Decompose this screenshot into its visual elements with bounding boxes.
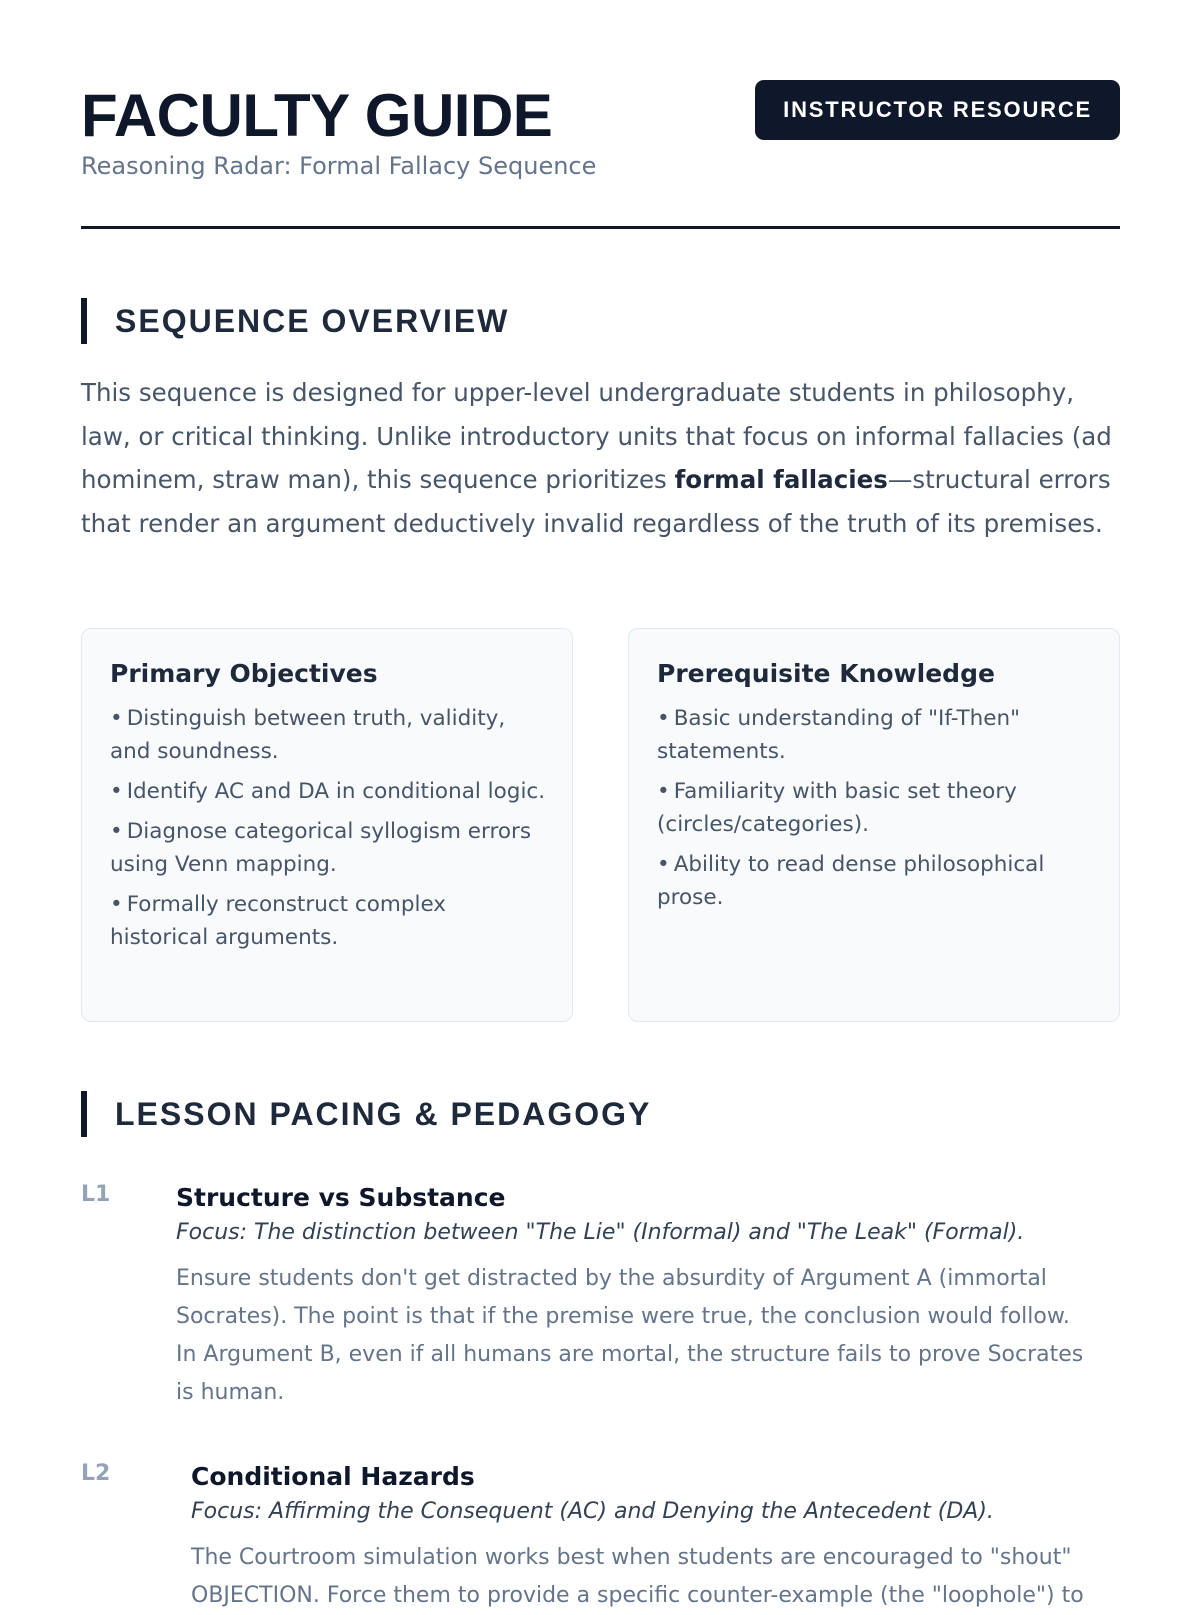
lesson-title: Structure vs Substance xyxy=(176,1183,506,1212)
list-item: • Basic understanding of "If-Then" statements. xyxy=(657,706,1021,764)
list-item: • Ability to read dense philosophical prose. xyxy=(657,852,1045,910)
list-item-text: Basic understanding of "If-Then" statements. xyxy=(657,706,1021,764)
header-divider xyxy=(81,226,1120,229)
prerequisites-title: Prerequisite Knowledge xyxy=(657,659,995,688)
overview-paragraph xyxy=(81,371,1120,545)
section-heading-overview: SEQUENCE OVERVIEW xyxy=(81,298,509,344)
list-item-text: Identify AC and DA in conditional logic. xyxy=(126,779,546,804)
prerequisites-list xyxy=(657,702,1093,914)
lesson-number: L2 xyxy=(81,1461,111,1486)
document-header xyxy=(81,80,1120,230)
list-item-text: Distinguish between truth, validity, and soundness. xyxy=(110,706,506,764)
page-title: FACULTY GUIDE xyxy=(81,82,553,149)
lesson-title: Conditional Hazards xyxy=(191,1462,475,1491)
lesson-focus: Focus: The distinction between "The Lie" (Informal) and "The Leak" (Formal). xyxy=(176,1220,1025,1245)
instructor-resource-badge: INSTRUCTOR RESOURCE xyxy=(755,80,1120,140)
list-item-text: Diagnose categorical syllogism errors using Venn mapping. xyxy=(110,819,532,877)
objectives-card xyxy=(81,628,573,1022)
objectives-list xyxy=(110,702,546,954)
objectives-title: Primary Objectives xyxy=(110,659,378,688)
lesson-body xyxy=(191,1461,1106,1615)
list-item: • Formally reconstruct complex historical arguments. xyxy=(110,892,447,950)
list-item: • Distinguish between truth, validity, and soundness. xyxy=(110,706,506,764)
overview-text-start: This sequence is designed for upper-level undergraduate students in philosophy, law, or critical thinking. Unlike introductory units that focus on informal fallacies (ad hominem, straw man), this sequence prioritizes xyxy=(81,378,1112,494)
list-item-text: Formally reconstruct complex historical arguments. xyxy=(110,892,447,950)
section-heading-pacing: LESSON PACING & PEDAGOGY xyxy=(81,1091,651,1137)
list-item: • Identify AC and DA in conditional logic. xyxy=(110,779,546,804)
list-item-text: Ability to read dense philosophical prose. xyxy=(657,852,1045,910)
overview-text-end: —structural errors that render an argument deductively invalid regardless of the truth of its premises. xyxy=(81,465,1111,538)
list-item-text: Familiarity with basic set theory (circles/categories). xyxy=(657,779,1017,837)
list-item: • Diagnose categorical syllogism errors using Venn mapping. xyxy=(110,819,532,877)
lesson-number: L1 xyxy=(81,1182,111,1207)
page-subtitle: Reasoning Radar: Formal Fallacy Sequence xyxy=(81,152,597,180)
overview-text-bold: formal fallacies xyxy=(674,465,888,494)
lesson-focus: Focus: Affirming the Consequent (AC) and Denying the Antecedent (DA). xyxy=(191,1499,994,1524)
lesson-body xyxy=(176,1182,1091,1412)
list-item: • Familiarity with basic set theory (circles/categories). xyxy=(657,779,1017,837)
prerequisites-card xyxy=(628,628,1120,1022)
lesson-notes: The Courtroom simulation works best when students are encouraged to "shout" OBJECTION. Force them to provide a specific counter-example (the "loophole") to xyxy=(191,1545,1084,1608)
lesson-notes: Ensure students don't get distracted by the absurdity of Argument A (immortal Socrates). The point is that if the premise were true, the conclusion would follow. In Argument B, even if all humans are mortal, the structure fails to prove Socrates is human. xyxy=(176,1266,1084,1405)
